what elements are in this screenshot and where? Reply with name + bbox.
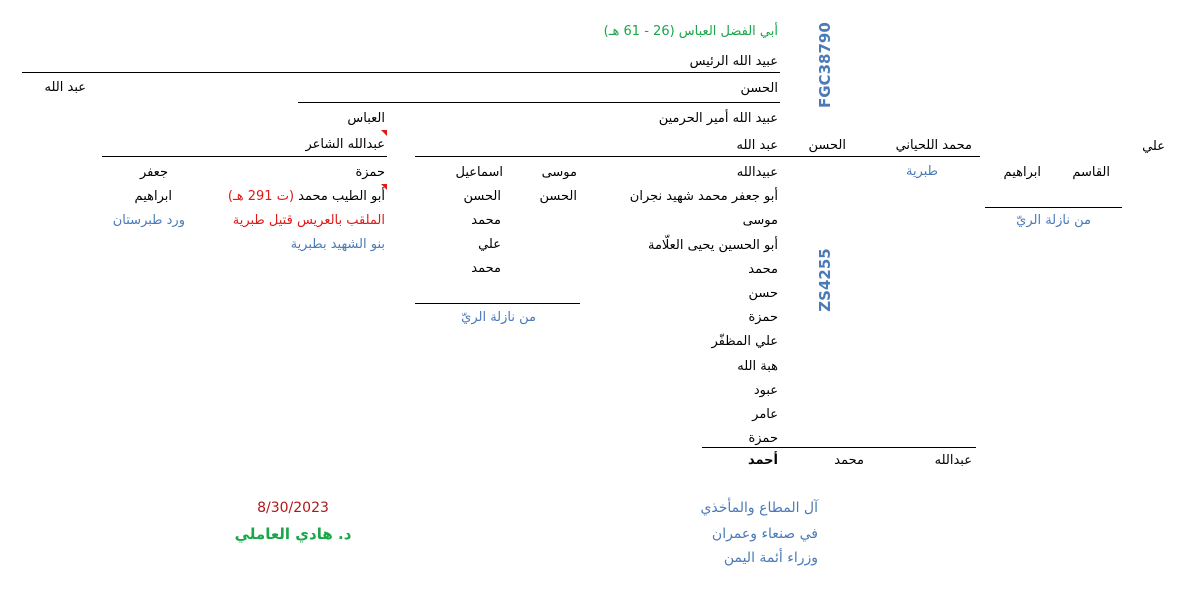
musa-son-3: محمد bbox=[471, 261, 501, 276]
ibrahim-shaer-name: ابراهيم bbox=[134, 189, 172, 204]
line-lihyani-children bbox=[985, 207, 1122, 208]
abbas-name: العباس bbox=[347, 111, 385, 126]
abdullah-shaer-name: عبدالله الشاعر bbox=[305, 137, 385, 152]
abdullah-son-5: محمد bbox=[748, 262, 778, 277]
hassan-a-name: الحسن bbox=[539, 189, 577, 204]
musa-name: موسى bbox=[541, 165, 577, 180]
musa-son-1: محمد bbox=[471, 213, 501, 228]
abdullah-son-10: عبود bbox=[753, 383, 778, 398]
abdullah-son-3: موسى bbox=[742, 213, 778, 228]
line-abdullah-children bbox=[415, 156, 980, 157]
jaafar-name: جعفر bbox=[139, 165, 168, 180]
bani-shaheed-label: بنو الشهيد بطبرية bbox=[290, 237, 385, 252]
abdullah-son-6: حسن bbox=[748, 286, 778, 301]
ismail-name: اسماعيل bbox=[455, 165, 503, 180]
left-top-name: عبد الله bbox=[44, 80, 86, 95]
line-gen3 bbox=[102, 156, 387, 157]
line-sons-end bbox=[702, 447, 976, 448]
gen2-name: الحسن bbox=[740, 81, 778, 96]
ahmad-name: أحمد bbox=[747, 453, 778, 468]
muhammad-bottom-name: محمد bbox=[834, 453, 864, 468]
footer-date: 8/30/2023 bbox=[257, 500, 329, 516]
ibrahim-name: ابراهيم bbox=[1003, 165, 1041, 180]
abdullah-name: عبد الله bbox=[736, 138, 778, 153]
note-line-2: في صنعاء وعمران bbox=[711, 526, 818, 542]
abu-tayyib-date: (ت 291 هـ) bbox=[227, 189, 295, 204]
nazila-label: من نازلة الريّ bbox=[1016, 213, 1091, 228]
haplogroup-code-top: FGC38790 bbox=[816, 22, 834, 108]
musa-nazila-label: من نازلة الريّ bbox=[461, 310, 536, 325]
abdullah-son-9: هبة الله bbox=[737, 359, 778, 374]
haplogroup-code-mid: ZS4255 bbox=[816, 248, 834, 312]
abdullah-son-12: حمزة bbox=[748, 431, 778, 446]
abdullah-son-2: أبو جعفر محمد شهيد نجران bbox=[629, 189, 778, 204]
abdullah-son-1: عبيدالله bbox=[736, 165, 778, 180]
abdullah-son-8: علي المظفّر bbox=[711, 334, 778, 349]
hassan-b-name: الحسن bbox=[463, 189, 501, 204]
abdullah-son-11: عامر bbox=[752, 407, 778, 422]
gen3-name: عبيد الله أمير الحرمين bbox=[658, 111, 778, 126]
line-gen2 bbox=[298, 102, 780, 103]
footer-author: د. هادي العاملي bbox=[234, 525, 352, 543]
abdullah-son-4: أبو الحسين يحيى العلّامة bbox=[647, 238, 778, 253]
line-musa-end bbox=[415, 303, 580, 304]
gen1-name: عبيد الله الرئيس bbox=[689, 54, 778, 69]
muhammad-lihyani-name: محمد اللحياني bbox=[895, 138, 972, 153]
abu-tayyib-label: أبو الطيب محمد bbox=[294, 189, 385, 204]
ali-name: علي bbox=[1142, 139, 1165, 154]
hassan-name: الحسن bbox=[808, 138, 846, 153]
ubaydullah-bottom-name: عبدالله bbox=[934, 453, 972, 468]
note-line-3: وزراء أئمة اليمن bbox=[723, 550, 818, 566]
note-line-1: آل المطاع والمأخذي bbox=[700, 500, 818, 516]
qasim-name: القاسم bbox=[1072, 165, 1110, 180]
musa-son-2: علي bbox=[478, 237, 501, 252]
root-ancestor: أبي الفضل العباس (26 - 61 هـ) bbox=[603, 24, 778, 39]
abu-tayyib-name bbox=[228, 188, 385, 206]
abdullah-son-7: حمزة bbox=[748, 310, 778, 325]
laqab-label: الملقب بالعريس قتيل طبرية bbox=[232, 213, 385, 228]
tabariya-label: طبرية bbox=[905, 164, 938, 179]
ward-label: ورد طبرستان bbox=[112, 213, 185, 228]
line-gen1 bbox=[22, 72, 780, 73]
hamza-name: حمزة bbox=[355, 165, 385, 180]
